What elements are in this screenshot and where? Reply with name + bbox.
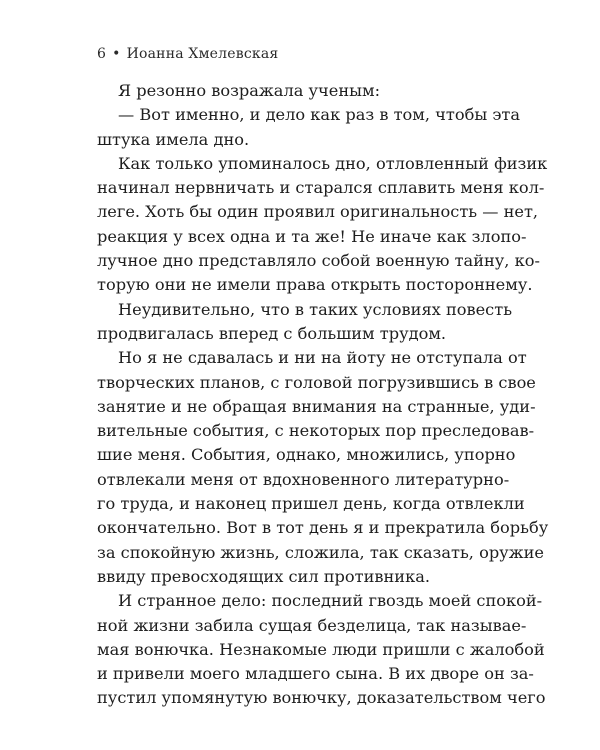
text-line: торую они не имели права открыть постороннему. [97, 275, 533, 295]
text-line: лучное дно представляло собой военную тайну, ко- [97, 251, 540, 271]
text-line: шие меня. События, однако, множились, упорно [97, 445, 516, 465]
text-line: — Вот именно, и дело как раз в том, чтобы эта [118, 105, 521, 125]
text-line: штука имела дно. [97, 129, 250, 149]
header-separator: • [112, 46, 121, 62]
author-name: Иоанна Хмелевская [126, 46, 279, 62]
text-line: окончательно. Вот в тот день я и прекратила борьбу [97, 518, 549, 538]
text-line: начинал нервничать и старался сплавить меня кол- [97, 178, 545, 198]
text-line: отвлекали меня от вдохновенного литературно- [97, 469, 510, 489]
text-line: продвигалась вперед с большим трудом. [97, 323, 447, 343]
text-line: пустил упомянутую вонючку, доказательством чего [97, 688, 546, 708]
running-header [97, 46, 278, 62]
body-text [97, 79, 549, 711]
text-line: го труда, и наконец пришел день, когда отвлекли [97, 494, 525, 514]
text-line: И странное дело: последний гвоздь моей спокой- [118, 591, 543, 611]
text-line: за спокойную жизнь, сложила, так сказать, оружие [97, 542, 544, 562]
text-line: творческих планов, с головой погрузившись в свое [97, 372, 536, 392]
text-line: мая вонючка. Незнакомые люди пришли с жалобой [97, 639, 545, 659]
page-number: 6 [97, 46, 107, 62]
text-line: вительные события, с некоторых пор преследовав- [97, 421, 535, 441]
text-line: Неудивительно, что в таких условиях повесть [118, 299, 513, 319]
text-line: и привели моего младшего сына. В их дворе он за- [97, 664, 534, 684]
text-line: реакция у всех одна и та же! Не иначе как злопо- [97, 226, 527, 246]
text-line: Я резонно возражала ученым: [118, 81, 381, 100]
text-line: занятие и не обращая внимания на странные, уди- [97, 396, 536, 416]
text-line: ввиду превосходящих сил противника. [97, 566, 431, 586]
text-line: Как только упоминалось дно, отловленный физик [118, 153, 548, 173]
text-line: Но я не сдавалась и ни на йоту не отступала от [118, 348, 527, 368]
text-line: ной жизни забила сущая безделица, так называе- [97, 615, 527, 635]
text-line: легe. Хоть бы один проявил оригинальность — нет, [97, 202, 539, 222]
